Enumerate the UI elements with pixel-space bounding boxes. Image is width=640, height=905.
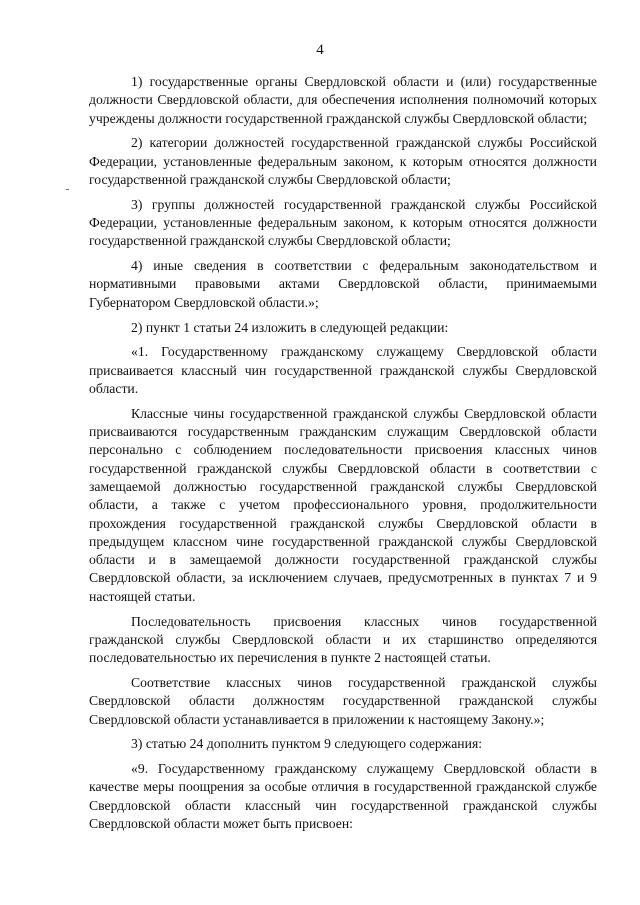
page-number: 4 [316, 42, 324, 58]
paragraph-class-ranks: Классные чины государственной гражданской службы Свердловской области присваиваются государственным гражданским служащим Свердловской области персонально с соблюдением последовательности присвоения классных чинов государственной гражданской службы Свердловской области в соответствии с замещаемой должностью государственной гражданской службы Свердловской области, а также с учетом профессионального уровня, продолжительности прохождения государственной гражданской службы Свердловской области в предыдущем классном чине государственной гражданской службы Свердловской области и в замещаемой должности государственной гражданской службы Свердловской области, за исключением случаев, предусмотренных в пунктах 7 и 9 настоящей статьи. [89, 405, 597, 604]
paragraph-item-4: 4) иные сведения в соответствии с федеральным законодательством и нормативными правовыми актами Свердловской области, принимаемыми Губернатором Свердловской области.»; [89, 258, 597, 310]
paragraph-item-3: 3) группы должностей государственной гражданской службы Российской Федерации, установленные федеральным законом, к которым относятся должности государственной гражданской службы Свердловской области; [89, 196, 597, 249]
paragraph-clause-9: «9. Государственному гражданскому служащему Свердловской области в качестве меры поощрения за особые отличия в государственной гражданской службе Свердловской области классный чин государственной гражданской службы Свердловской области может быть присвоен: [89, 761, 597, 831]
paragraph-correspondence: Соответствие классных чинов государственной гражданской службы Свердловской области должностям государственной гражданской службы Свердловской области устанавливается в приложении к настоящему Закону.»; [89, 674, 597, 727]
paragraph-item-2: 2) категории должностей государственной гражданской службы Российской Федерации, установленные федеральным законом, к которым относятся должности государственной гражданской службы Свердловской области; [89, 135, 597, 187]
paragraph-sequence: Последовательность присвоения классных чинов государственной гражданской службы Свердловской области и их старшинство определяются последовательностью их перечисления в пункте 2 настоящей статьи. [89, 613, 597, 666]
paragraph-amend-3: 3) статью 24 дополнить пунктом 9 следующего содержания: [131, 736, 483, 752]
margin-mark [66, 189, 69, 190]
paragraph-clause-1: «1. Государственному гражданскому служащему Свердловской области присваивается классный чин государственной гражданской службы Свердловской области. [89, 344, 597, 396]
document-body [89, 73, 597, 840]
paragraph-amend-2: 2) пункт 1 статьи 24 изложить в следующей редакции: [131, 319, 449, 335]
paragraph-item-1: 1) государственные органы Свердловской области и (или) государственные должности Свердловской области, для обеспечения исполнения полномочий которых учреждены должности государственной гражданской службы Свердловской области; [89, 74, 597, 126]
